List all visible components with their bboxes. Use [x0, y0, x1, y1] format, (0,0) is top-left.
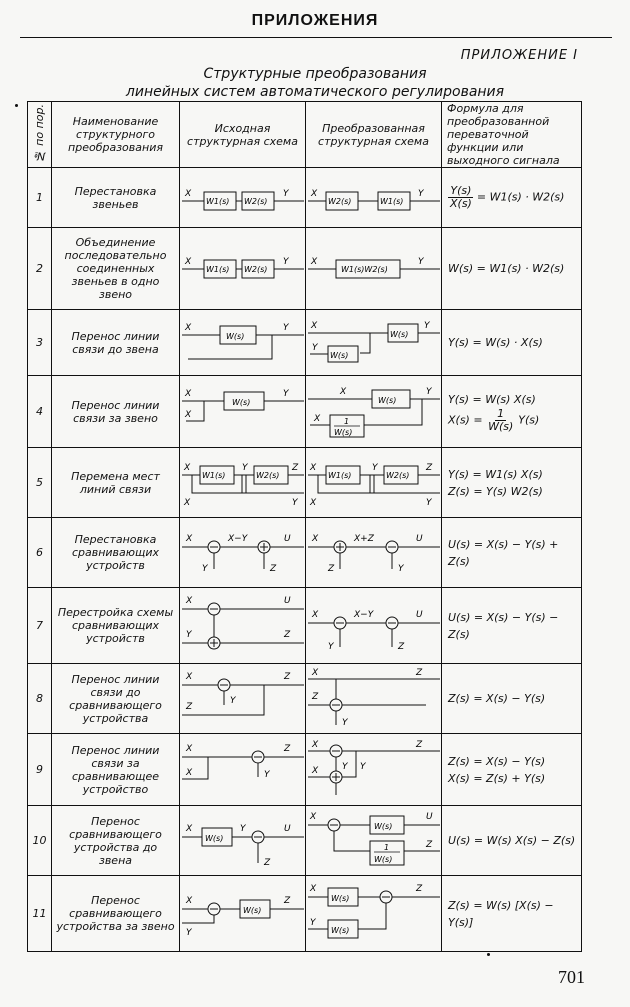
- diagram-svg: [180, 519, 306, 587]
- svg-text:Y: Y: [342, 761, 348, 772]
- svg-text:Z: Z: [284, 629, 291, 640]
- svg-text:X: X: [311, 188, 318, 199]
- svg-text:Y: Y: [398, 563, 404, 574]
- row-formula: $\frac{Y(s)}{X(s)}$ = W1(s) · W2(s): [442, 168, 582, 228]
- transformed-diagram: [306, 518, 442, 588]
- table-row: [28, 734, 582, 806]
- title-line-2: линейных систем автоматического регулирования: [125, 84, 505, 100]
- svg-text:Y: Y: [426, 497, 432, 508]
- svg-text:X: X: [186, 823, 193, 834]
- svg-text:X: X: [312, 533, 319, 544]
- transformed-diagram: [306, 228, 442, 310]
- table-row: [28, 518, 582, 588]
- row-formula: Y(s) = W(s) X(s) X(s) = $\frac{1}{W(s)}$ Y(s): [442, 376, 582, 448]
- svg-text:X: X: [186, 595, 193, 606]
- row-formula: U(s) = X(s) − Y(s) + Z(s): [442, 518, 582, 588]
- svg-text:Z: Z: [426, 839, 433, 850]
- svg-text:X: X: [312, 765, 319, 776]
- svg-text:Y: Y: [186, 629, 192, 640]
- svg-text:W(s): W(s): [374, 854, 393, 864]
- original-diagram: [180, 518, 306, 588]
- diagram-svg: [306, 229, 442, 309]
- page-header: ПРИЛОЖЕНИЯ: [251, 12, 379, 29]
- transformed-diagram: [306, 806, 442, 876]
- table-row: [28, 448, 582, 518]
- diagram-svg: [306, 519, 442, 587]
- svg-text:W2(s): W2(s): [244, 196, 268, 206]
- table-row: [28, 876, 582, 952]
- diagram-svg: [180, 229, 306, 309]
- original-diagram: [180, 376, 306, 448]
- svg-text:X: X: [186, 533, 193, 544]
- row-formula: Y(s) = W1(s) X(s) Z(s) = Y(s) W2(s): [442, 448, 582, 518]
- svg-text:Z: Z: [328, 563, 335, 574]
- fraction: $\frac{Y(s)}{X(s)}$: [450, 184, 472, 210]
- svg-text:X: X: [312, 739, 319, 750]
- svg-text:X: X: [312, 609, 319, 620]
- transformations-table: [27, 101, 582, 952]
- svg-text:X−Y: X−Y: [228, 533, 248, 544]
- svg-text:X: X: [311, 320, 318, 331]
- row-name: Перенос линии связи за звено: [52, 376, 180, 448]
- svg-text:W1(s): W1(s): [328, 470, 352, 480]
- diagram-svg: [306, 449, 442, 517]
- svg-text:Y: Y: [360, 761, 366, 772]
- svg-text:Z: Z: [416, 739, 423, 750]
- svg-text:X: X: [310, 462, 317, 473]
- row-name: Перемена мест линий связи: [52, 448, 180, 518]
- row-number: 9: [28, 734, 52, 806]
- svg-text:Y: Y: [418, 256, 424, 267]
- svg-text:X: X: [185, 322, 192, 333]
- margin-dot: [15, 104, 18, 107]
- diagram-svg: [306, 807, 442, 875]
- svg-text:Y: Y: [312, 342, 318, 353]
- svg-text:X+Z: X+Z: [354, 533, 374, 544]
- svg-text:X: X: [186, 743, 193, 754]
- svg-text:W1(s): W1(s): [380, 196, 404, 206]
- svg-text:Y: Y: [202, 563, 208, 574]
- row-number: 8: [28, 664, 52, 734]
- svg-text:X: X: [185, 409, 192, 420]
- svg-text:X: X: [185, 388, 192, 399]
- svg-text:X: X: [310, 811, 317, 822]
- svg-text:W(s): W(s): [330, 350, 349, 360]
- row-number: 7: [28, 588, 52, 664]
- svg-text:U: U: [284, 533, 291, 544]
- transformed-diagram: [306, 664, 442, 734]
- svg-text:X: X: [186, 671, 193, 682]
- svg-text:W(s): W(s): [205, 833, 224, 843]
- diagram-svg: [180, 169, 306, 227]
- svg-text:W2(s): W2(s): [244, 264, 268, 274]
- row-number: 1: [28, 168, 52, 228]
- svg-text:W(s): W(s): [226, 331, 245, 341]
- svg-text:Z: Z: [284, 671, 291, 682]
- row-number: 5: [28, 448, 52, 518]
- diagram-svg: [180, 735, 306, 805]
- svg-text:W(s): W(s): [374, 821, 393, 831]
- title-line-1: Структурные преобразования: [203, 66, 427, 82]
- svg-text:Y: Y: [283, 388, 289, 399]
- original-diagram: [180, 876, 306, 952]
- row-number: 10: [28, 806, 52, 876]
- svg-text:Z: Z: [284, 743, 291, 754]
- svg-text:U: U: [284, 823, 291, 834]
- header-name: Наименование структурного преобразования: [52, 102, 180, 168]
- svg-text:W1(s): W1(s): [202, 470, 226, 480]
- svg-text:X: X: [184, 497, 191, 508]
- table-row: [28, 168, 582, 228]
- original-diagram: [180, 734, 306, 806]
- diagram-svg: [306, 735, 442, 805]
- row-formula: U(s) = W(s) X(s) − Z(s): [442, 806, 582, 876]
- svg-text:X: X: [186, 767, 193, 778]
- svg-text:X−Y: X−Y: [354, 609, 374, 620]
- row-name: Перестановка звеньев: [52, 168, 180, 228]
- appendix-label: ПРИЛОЖЕНИЕ I: [460, 48, 578, 63]
- row-name: Перестановка сравнивающих устройств: [52, 518, 180, 588]
- svg-text:W2(s): W2(s): [256, 470, 280, 480]
- svg-text:W(s): W(s): [390, 329, 409, 339]
- svg-text:Y: Y: [328, 641, 334, 652]
- transformed-diagram: [306, 588, 442, 664]
- svg-text:Z: Z: [284, 895, 291, 906]
- svg-text:X: X: [310, 497, 317, 508]
- original-diagram: [180, 588, 306, 664]
- svg-text:X: X: [312, 667, 319, 678]
- diagram-svg: [180, 589, 306, 663]
- svg-text:Y: Y: [230, 695, 236, 706]
- svg-text:X: X: [184, 462, 191, 473]
- transformed-diagram: [306, 448, 442, 518]
- row-name: Перенос линии связи до звена: [52, 310, 180, 376]
- row-name: Перенос линии связи до сравнивающего устройства: [52, 664, 180, 734]
- svg-text:X: X: [186, 895, 193, 906]
- svg-text:Y: Y: [292, 497, 298, 508]
- svg-text:W(s): W(s): [331, 893, 350, 903]
- svg-text:Y: Y: [424, 320, 430, 331]
- svg-text:W(s): W(s): [331, 925, 350, 935]
- svg-text:W(s): W(s): [334, 427, 353, 437]
- transformed-diagram: [306, 310, 442, 376]
- svg-text:Z: Z: [426, 462, 433, 473]
- page-number: 701: [558, 967, 585, 987]
- diagram-svg: [306, 665, 442, 733]
- svg-text:Y: Y: [418, 188, 424, 199]
- diagram-svg: [180, 877, 306, 951]
- svg-text:X: X: [185, 188, 192, 199]
- header-transformed: Преобразованная структурная схема: [306, 102, 442, 168]
- svg-text:Z: Z: [398, 641, 405, 652]
- diagram-svg: [306, 877, 442, 951]
- svg-text:U: U: [416, 609, 423, 620]
- svg-text:Y: Y: [240, 823, 246, 834]
- original-diagram: [180, 310, 306, 376]
- diagram-svg: [180, 377, 306, 447]
- svg-text:W2(s): W2(s): [386, 470, 410, 480]
- original-diagram: [180, 228, 306, 310]
- diagram-svg: [306, 311, 442, 375]
- header-rule: [20, 37, 612, 38]
- transformed-diagram: [306, 168, 442, 228]
- row-name: Объединение последовательно соединенных звеньев в одно звено: [52, 228, 180, 310]
- diagram-svg: [180, 311, 306, 375]
- svg-text:X: X: [340, 386, 347, 397]
- row-number: 11: [28, 876, 52, 952]
- row-formula: Z(s) = X(s) − Y(s) X(s) = Z(s) + Y(s): [442, 734, 582, 806]
- row-formula: Z(s) = W(s) [X(s) − Y(s)]: [442, 876, 582, 952]
- svg-text:X: X: [185, 256, 192, 267]
- header-original: Исходная структурная схема: [180, 102, 306, 168]
- svg-text:X: X: [311, 256, 318, 267]
- row-number: 2: [28, 228, 52, 310]
- svg-text:Y: Y: [283, 188, 289, 199]
- table-row: [28, 588, 582, 664]
- svg-text:U: U: [284, 595, 291, 606]
- header-formula: Формула для преобразованной переваточной функции или выходного сигнала: [442, 102, 582, 168]
- svg-text:Y: Y: [242, 462, 248, 473]
- transformed-diagram: [306, 376, 442, 448]
- header-num: № по пор.: [28, 102, 52, 168]
- original-diagram: [180, 168, 306, 228]
- row-formula: U(s) = X(s) − Y(s) − Z(s): [442, 588, 582, 664]
- svg-text:Z: Z: [292, 462, 299, 473]
- svg-text:W1(s): W1(s): [206, 196, 230, 206]
- row-formula: W(s) = W1(s) · W2(s): [442, 228, 582, 310]
- diagram-svg: [180, 807, 306, 875]
- svg-text:W(s): W(s): [243, 905, 262, 915]
- diagram-svg: [306, 589, 442, 663]
- svg-text:U: U: [416, 533, 423, 544]
- fraction: $\frac{1}{W(s)}$: [488, 406, 514, 433]
- row-name: Перенос сравнивающего устройства за звено: [52, 876, 180, 952]
- table-row: [28, 228, 582, 310]
- row-name: Перестройка схемы сравнивающих устройств: [52, 588, 180, 664]
- table-row: [28, 376, 582, 448]
- svg-text:Z: Z: [312, 691, 319, 702]
- diagram-svg: [306, 169, 442, 227]
- row-number: 4: [28, 376, 52, 448]
- diagram-svg: [306, 377, 442, 447]
- original-diagram: [180, 664, 306, 734]
- svg-text:Y: Y: [264, 769, 270, 780]
- svg-text:Y: Y: [426, 386, 432, 397]
- table-header-row: [28, 102, 582, 168]
- svg-text:X: X: [314, 413, 321, 424]
- row-formula: Y(s) = W(s) · X(s): [442, 310, 582, 376]
- table-row: [28, 310, 582, 376]
- row-number: 6: [28, 518, 52, 588]
- svg-text:1: 1: [384, 842, 390, 852]
- svg-text:W(s): W(s): [232, 397, 251, 407]
- svg-text:Y: Y: [283, 322, 289, 333]
- svg-text:Z: Z: [186, 701, 193, 712]
- svg-text:Y: Y: [283, 256, 289, 267]
- svg-text:Z: Z: [416, 667, 423, 678]
- diagram-svg: [180, 665, 306, 733]
- svg-text:Y: Y: [342, 717, 348, 728]
- transformed-diagram: [306, 734, 442, 806]
- table-row: [28, 806, 582, 876]
- diagram-svg: [180, 449, 306, 517]
- svg-text:Y: Y: [186, 927, 192, 938]
- svg-text:Z: Z: [264, 857, 271, 868]
- svg-text:W1(s): W1(s): [206, 264, 230, 274]
- svg-text:1: 1: [344, 416, 350, 426]
- svg-text:Y: Y: [310, 917, 316, 928]
- svg-text:X: X: [310, 883, 317, 894]
- svg-text:W2(s): W2(s): [328, 196, 352, 206]
- row-number: 3: [28, 310, 52, 376]
- svg-text:Z: Z: [270, 563, 277, 574]
- row-name: Перенос сравнивающего устройства до звена: [52, 806, 180, 876]
- original-diagram: [180, 448, 306, 518]
- svg-text:Y: Y: [372, 462, 378, 473]
- row-formula: Z(s) = X(s) − Y(s): [442, 664, 582, 734]
- svg-text:W(s): W(s): [378, 395, 397, 405]
- svg-text:U: U: [426, 811, 433, 822]
- original-diagram: [180, 806, 306, 876]
- table-row: [28, 664, 582, 734]
- svg-text:Z: Z: [416, 883, 423, 894]
- footer-dot: [487, 953, 490, 956]
- transformed-diagram: [306, 876, 442, 952]
- svg-text:W1(s)W2(s): W1(s)W2(s): [341, 264, 388, 274]
- row-name: Перенос линии связи за сравнивающее устройство: [52, 734, 180, 806]
